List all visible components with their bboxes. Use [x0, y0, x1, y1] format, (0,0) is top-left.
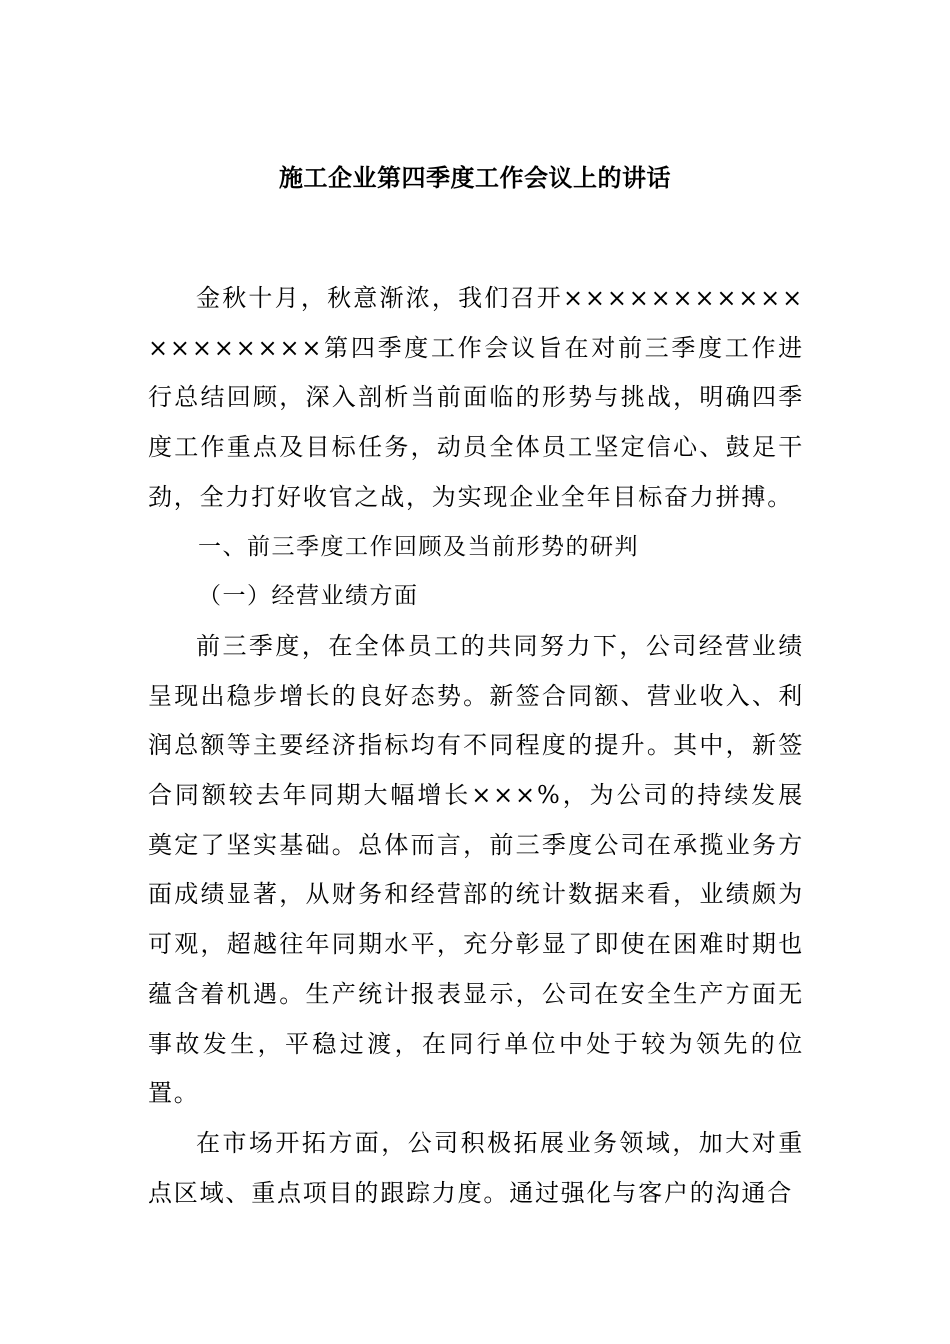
market-paragraph: 在市场开拓方面，公司积极拓展业务领域，加大对重点区域、重点项目的跟踪力度。通过强化与客户的沟通合 [148, 1128, 804, 1207]
intro-paragraph: 金秋十月，秋意渐浓，我们召开×××××××××××××××××××第四季度工作会议旨在对前三季度工作进行总结回顾，深入剖析当前面临的形势与挑战，明确四季度工作重点及目标任务，动员全体员工坚定信心、鼓足干劲，全力打好收官之战，为实现企业全年目标奋力拼搏。 [148, 284, 804, 511]
document-body [148, 274, 804, 1218]
subsection-heading: （一）经营业绩方面 [198, 583, 419, 610]
section-heading: 一、前三季度工作回顾及当前形势的研判 [198, 533, 639, 560]
performance-paragraph: 前三季度，在全体员工的共同努力下，公司经营业绩呈现出稳步增长的良好态势。新签合同额、营业收入、利润总额等主要经济指标均有不同程度的提升。其中，新签合同额较去年同期大幅增长×××%，为公司的持续发展奠定了坚实基础。总体而言，前三季度公司在承揽业务方面成绩显著，从财务和经营部的统计数据来看，业绩颇为可观，超越往年同期水平，充分彰显了即使在困难时期也蕴含着机遇。生产统计报表显示，公司在安全生产方面无事故发生，平稳过渡，在同行单位中处于较为领先的位置。 [148, 631, 804, 1108]
document-title: 施工企业第四季度工作会议上的讲话 [279, 163, 671, 192]
